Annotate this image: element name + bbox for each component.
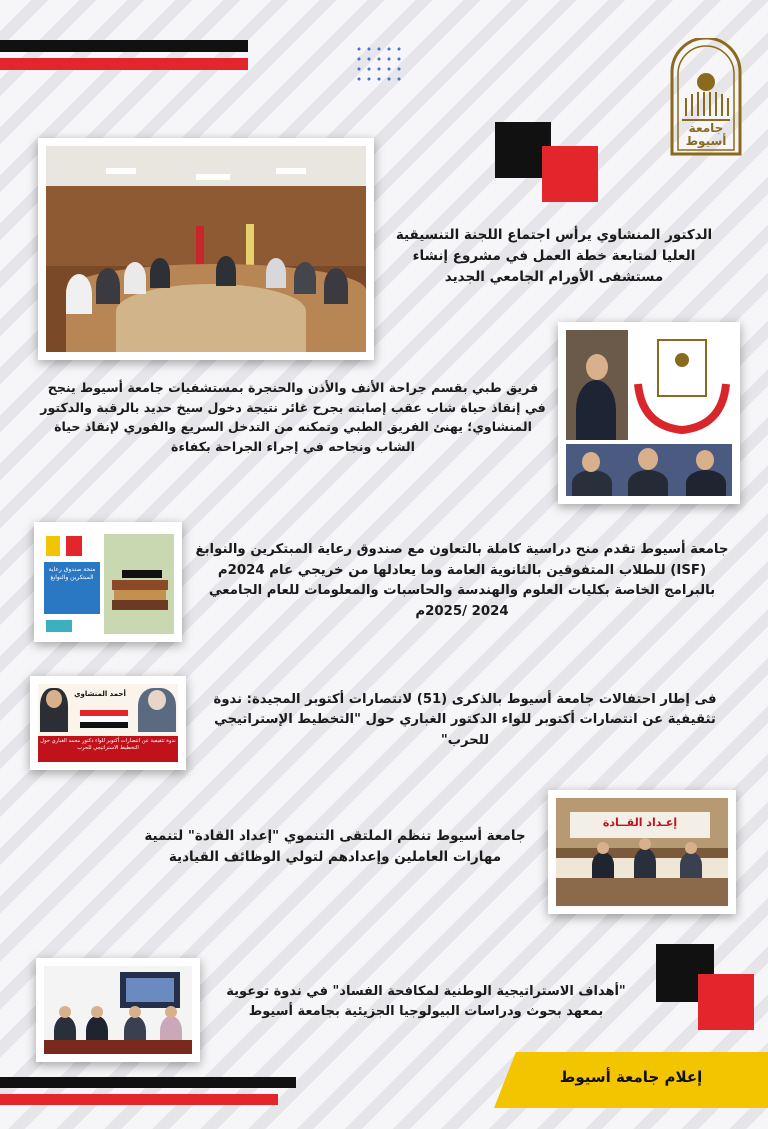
hands-logo-icon: [632, 334, 732, 436]
news-4-photo: [30, 676, 186, 770]
red-square-2: [698, 974, 754, 1030]
news-1-photo: [38, 138, 374, 360]
red-square-1: [542, 146, 598, 202]
top-black-bar: [0, 40, 248, 52]
news-5-headline: جامعة أسيوط تنظم الملتقى التنموي "إعداد القادة" لتنمية مهارات العاملين وإعدادهم لتولي الوظائف القيادية: [144, 828, 526, 865]
bottom-black-bar: [0, 1077, 296, 1088]
footer-label: إعلام جامعة أسيوط: [559, 1068, 703, 1086]
news-3-photo: [34, 522, 182, 642]
scholarship-logo-icon: [44, 534, 86, 560]
news-3-headline: جامعة أسيوط تقدم منح دراسية كاملة بالتعاون مع صندوق رعاية المبتكرين والنوابغ (ISF) للطلاب المتفوقين بالثانوية العامة وما يعادلها من خريجي عام 2024م بالبرامج الخاصة بكليات العلوم والهندسة والحاسبات والمعلومات للعام الجامعي 2024 /2025م: [195, 542, 729, 619]
news-4-image-name: أحمد المنشاوي: [74, 690, 126, 698]
logo-text: جامعة أسيوط: [685, 121, 727, 149]
news-3-image-text: منحة صندوق رعاية المبتكرين والنوابغ: [48, 566, 96, 581]
news-1-headline: الدكتور المنشاوي يرأس اجتماع اللجنة التنسيقية العليا لمتابعة خطة العمل في مشروع إنشاء مستشفى الأورام الجامعي الجديد: [395, 227, 713, 285]
bottom-red-bar: [0, 1094, 278, 1105]
news-4-headline: فى إطار احتفالات جامعة أسيوط بالذكرى (51) لانتصارات أكتوبر المجيدة: ندوة تثقيفية عن انتصارات أكتوبر للواء الدكتور الغباري حول "التخطيط الإستراتيجي للحرب": [213, 692, 717, 748]
news-6-headline: "أهداف الاستراتيجية الوطنية لمكافحة الفساد" في ندوة توعوية بمعهد بحوث ودراسات البيولوجيا الجزيئية بجامعة أسيوط: [226, 984, 626, 1020]
news-5-photo: [548, 790, 736, 914]
news-5-image-banner: إعـداد القــادة: [602, 816, 678, 829]
dots-pattern: [354, 44, 404, 84]
news-6-photo: [36, 958, 200, 1062]
top-red-bar: [0, 58, 248, 70]
news-2-photo: [558, 322, 740, 504]
news-2-headline: فريق طبي بقسم جراحة الأنف والأذن والحنجرة بمستشفيات جامعة أسيوط ينجح في إنقاذ حياة شاب عقب إصابته بجرح غائر نتيجة دخول سيخ حديد بالرقبة والدكتور المنشاوي؛ يهنئ الفريق الطبي وتمكنه من التدخل السريع والفوري لإنقاذ حياة الشاب ونجاحه في إجراء الجراحة بكفاءة: [40, 380, 546, 454]
news-4-image-caption: ندوة تثقيفية عن انتصارات أكتوبر للواء دكتور محمد الغباري حول التخطيط الاستراتيجي للحرب: [40, 738, 176, 752]
university-logo: [668, 38, 744, 156]
